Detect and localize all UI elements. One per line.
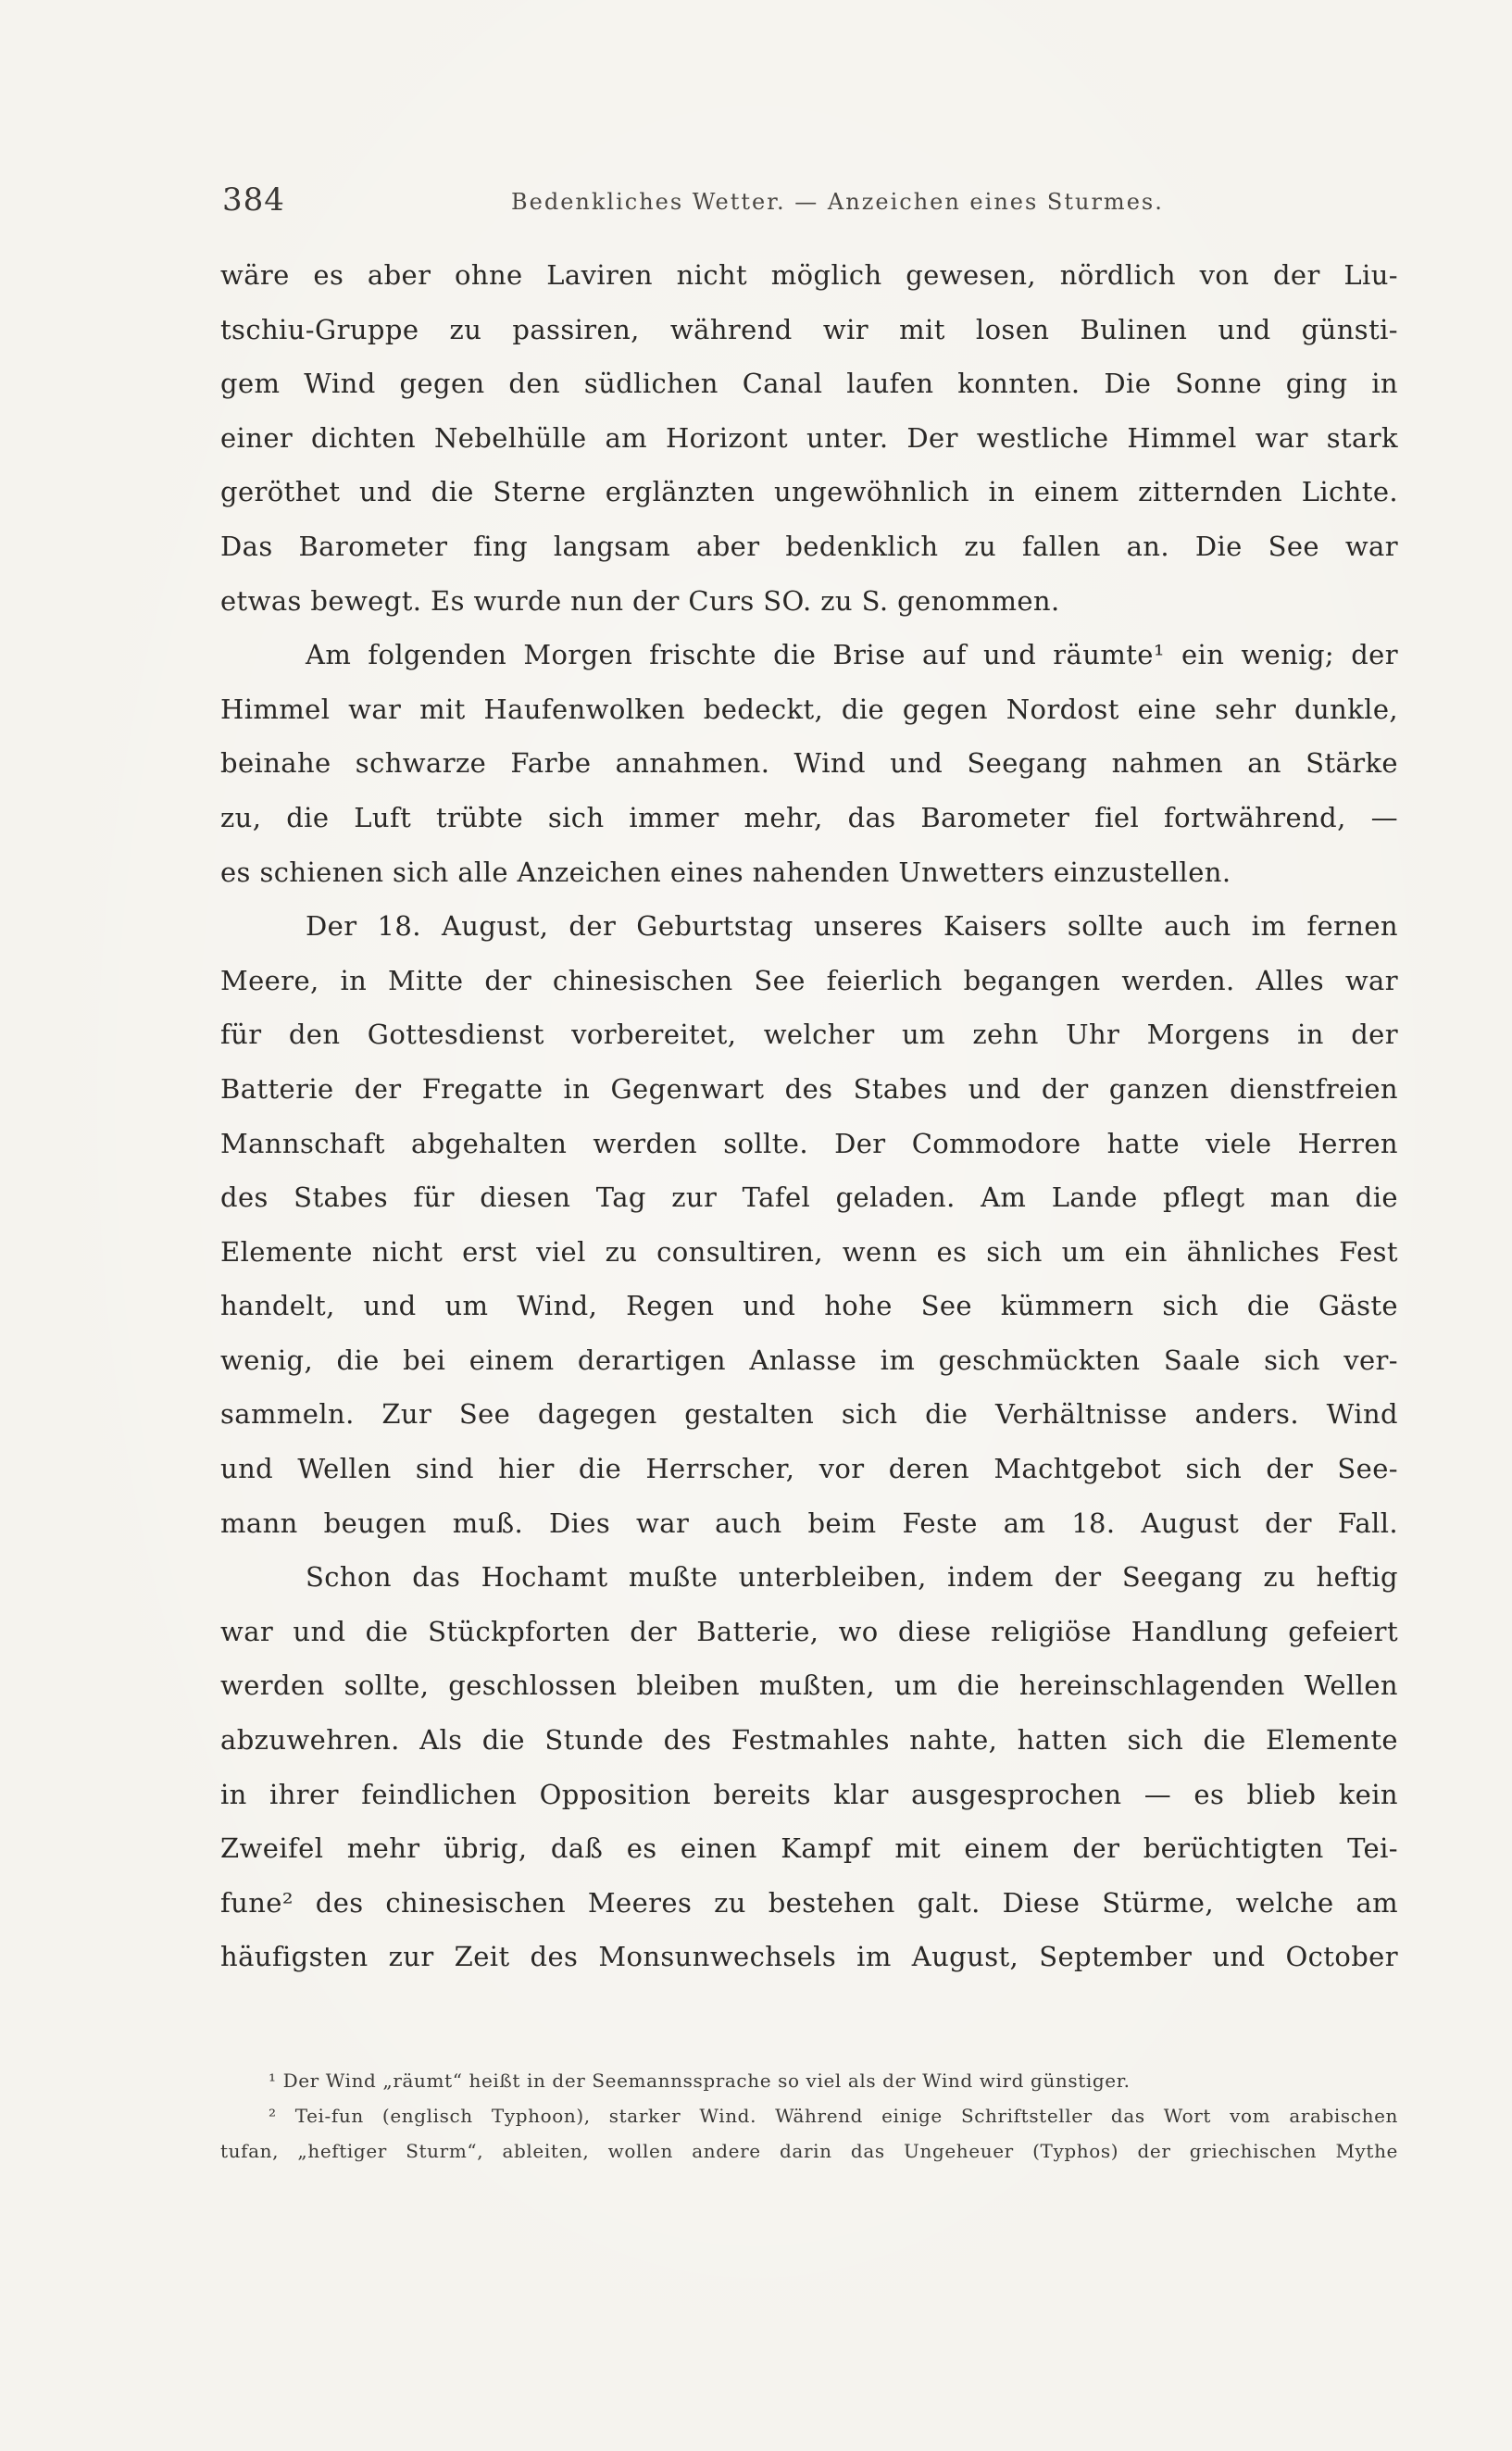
text-line: des Stabes für diesen Tag zur Tafel geladen. Am Lande pflegt man die xyxy=(220,1182,1398,1214)
footnote-2-continuation: tufan, „heftiger Sturm“, ableiten, wollen andere darin das Ungeheuer (Typhos) der griechischen Mythe xyxy=(220,2140,1398,2162)
text-line: wenig, die bei einem derartigen Anlasse im geschmückten Saale sich ver- xyxy=(220,1344,1398,1376)
text-line: Das Barometer fing langsam aber bedenklich zu fallen an. Die See war xyxy=(220,530,1398,562)
text-line: beinahe schwarze Farbe annahmen. Wind und Seegang nahmen an Stärke xyxy=(220,747,1398,780)
text-line: geröthet und die Sterne erglänzten ungewöhnlich in einem zitternden Lichte. xyxy=(220,476,1398,508)
text-line: Meere, in Mitte der chinesischen See feierlich begangen werden. Alles war xyxy=(220,964,1398,996)
text-line: handelt, und um Wind, Regen und hohe See kümmern sich die Gäste xyxy=(220,1290,1398,1322)
text-line: in ihrer feindlichen Opposition bereits klar ausgesprochen — es blieb kein xyxy=(220,1778,1398,1810)
text-line: Batterie der Fregatte in Gegenwart des Stabes und der ganzen dienstfreien xyxy=(220,1072,1398,1105)
running-head: Bedenkliches Wetter. — Anzeichen eines Sturmes. xyxy=(511,189,1164,215)
text-line: und Wellen sind hier die Herrscher, vor deren Machtgebot sich der See- xyxy=(220,1453,1398,1485)
paragraph-start-line: Der 18. August, der Geburtstag unseres Kaisers sollte auch im fernen xyxy=(306,910,1398,943)
paragraph-start-line: Schon das Hochamt mußte unterbleiben, indem der Seegang zu heftig xyxy=(306,1561,1398,1594)
text-line: fune² des chinesischen Meeres zu bestehen galt. Diese Stürme, welche am xyxy=(220,1886,1398,1919)
text-line: Mannschaft abgehalten werden sollte. Der Commodore hatte viele Herren xyxy=(220,1127,1398,1159)
text-line: werden sollte, geschlossen bleiben mußten, um die hereinschlagenden Wellen xyxy=(220,1669,1398,1702)
text-line: einer dichten Nebelhülle am Horizont unter. Der westliche Himmel war stark xyxy=(220,421,1398,454)
text-line: abzuwehren. Als die Stunde des Festmahles nahte, hatten sich die Elemente xyxy=(220,1724,1398,1757)
text-line: mann beugen muß. Dies war auch beim Feste am 18. August der Fall. xyxy=(220,1507,1398,1539)
page-header xyxy=(222,181,1380,222)
text-line: Elemente nicht erst viel zu consultiren, wenn es sich um ein ähnliches Fest xyxy=(220,1235,1398,1268)
paragraph-start-line: Am folgenden Morgen frischte die Brise auf und räumte¹ ein wenig; der xyxy=(306,639,1398,671)
text-line: tschiu-Gruppe zu passiren, während wir mit losen Bulinen und günsti- xyxy=(220,313,1398,345)
body-text xyxy=(220,248,1398,1984)
text-line: etwas bewegt. Es wurde nun der Curs SO. zu S. genommen. xyxy=(220,584,1060,617)
text-line: Zweifel mehr übrig, daß es einen Kampf mit einem der berüchtigten Tei- xyxy=(220,1832,1398,1865)
text-line: für den Gottesdienst vorbereitet, welcher um zehn Uhr Morgens in der xyxy=(220,1019,1398,1051)
text-line: zu, die Luft trübte sich immer mehr, das Barometer fiel fortwährend, — xyxy=(220,801,1398,833)
footnote-1: ¹ Der Wind „räumt“ heißt in der Seemannssprache so viel als der Wind wird günstiger. xyxy=(269,2070,1131,2092)
text-line: es schienen sich alle Anzeichen eines nahenden Unwetters einzustellen. xyxy=(220,856,1231,888)
page-number: 384 xyxy=(222,181,285,219)
text-line: Himmel war mit Haufenwolken bedeckt, die gegen Nordost eine sehr dunkle, xyxy=(220,693,1398,725)
text-line: gem Wind gegen den südlichen Canal laufen konnten. Die Sonne ging in xyxy=(220,368,1398,400)
text-line: sammeln. Zur See dagegen gestalten sich die Verhältnisse anders. Wind xyxy=(220,1398,1398,1431)
text-line: häufigsten zur Zeit des Monsunwechsels im August, September und October xyxy=(220,1941,1398,1973)
footnote-2: ² Tei-fun (englisch Typhoon), starker Wind. Während einige Schriftsteller das Wort vom arabischen xyxy=(269,2105,1398,2127)
text-line: wäre es aber ohne Laviren nicht möglich gewesen, nördlich von der Liu- xyxy=(220,259,1398,291)
footnotes xyxy=(220,2063,1398,2169)
text-line: war und die Stückpforten der Batterie, wo diese religiöse Handlung gefeiert xyxy=(220,1615,1398,1647)
